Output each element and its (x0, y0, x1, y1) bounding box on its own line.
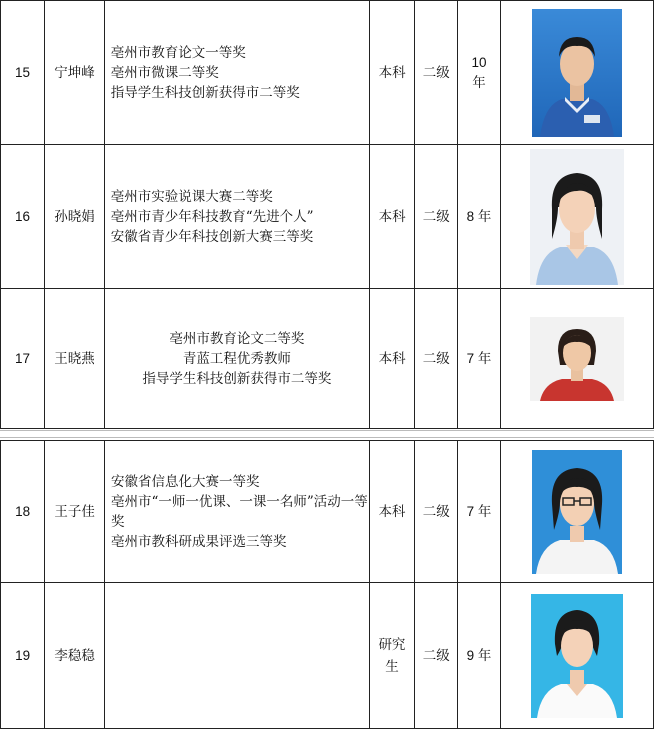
teacher-photo (530, 149, 624, 285)
teacher-photo (532, 9, 622, 137)
teaching-years: 8 年 (458, 145, 500, 289)
teacher-name: 王晓燕 (45, 289, 105, 429)
table-row (1, 441, 654, 583)
years-text: 10年 (471, 54, 487, 90)
award-item: 亳州市“一师一优课、一课一名师”活动一等奖 (110, 493, 368, 530)
award-item: 亳州市教育论文二等奖 (169, 330, 305, 347)
education: 本科 (370, 145, 415, 289)
page-break (0, 428, 654, 440)
teacher-name: 孙晓娟 (45, 145, 105, 289)
education: 本科 (370, 289, 415, 429)
award-item: 指导学生科技创新获得市二等奖 (110, 84, 300, 101)
teaching-years (458, 1, 500, 145)
teacher-name: 王子佳 (45, 441, 105, 583)
teacher-name: 李稳稳 (45, 583, 105, 729)
staff-table-bottom (0, 440, 654, 729)
row-number: 15 (1, 1, 45, 145)
photo-cell (500, 289, 653, 429)
table-row (1, 289, 654, 429)
education: 本科 (369, 441, 415, 583)
row-number: 19 (1, 583, 45, 729)
award-item: 亳州市实验说课大赛二等奖 (110, 188, 273, 205)
education-text: 研究生 (378, 636, 406, 675)
award-item: 亳州市教科研成果评选三等奖 (110, 533, 287, 550)
title-grade: 二级 (415, 441, 458, 583)
photo-cell (500, 145, 653, 289)
table-row (1, 583, 654, 729)
awards-cell (104, 289, 369, 429)
title-grade: 二级 (415, 145, 458, 289)
education: 本科 (370, 1, 415, 145)
row-number: 17 (1, 289, 45, 429)
award-item: 安徽省信息化大赛一等奖 (110, 473, 260, 490)
teacher-photo (532, 450, 622, 574)
award-item: 亳州市青少年科技教育“先进个人” (110, 208, 314, 225)
row-number: 18 (1, 441, 45, 583)
teacher-name: 宁坤峰 (45, 1, 105, 145)
teacher-photo (531, 594, 623, 718)
award-item: 指导学生科技创新获得市二等奖 (142, 370, 332, 387)
award-item: 亳州市微课二等奖 (110, 64, 219, 81)
award-item: 亳州市教育论文一等奖 (110, 44, 246, 61)
title-grade: 二级 (415, 289, 458, 429)
row-number: 16 (1, 145, 45, 289)
teaching-years: 9 年 (458, 583, 500, 729)
awards-cell (104, 441, 369, 583)
awards-cell (104, 1, 369, 145)
teaching-years: 7 年 (458, 441, 500, 583)
awards-cell (104, 583, 369, 729)
award-item: 青蓝工程优秀教师 (182, 350, 291, 367)
teaching-years: 7 年 (458, 289, 500, 429)
table-row (1, 145, 654, 289)
title-grade: 二级 (415, 1, 458, 145)
photo-cell (500, 1, 653, 145)
photo-cell (500, 583, 653, 729)
photo-cell (500, 441, 653, 583)
awards-cell (104, 145, 369, 289)
education (369, 583, 415, 729)
title-grade: 二级 (415, 583, 458, 729)
teacher-photo (530, 317, 624, 401)
award-item: 安徽省青少年科技创新大赛三等奖 (110, 228, 314, 245)
table-row (1, 1, 654, 145)
